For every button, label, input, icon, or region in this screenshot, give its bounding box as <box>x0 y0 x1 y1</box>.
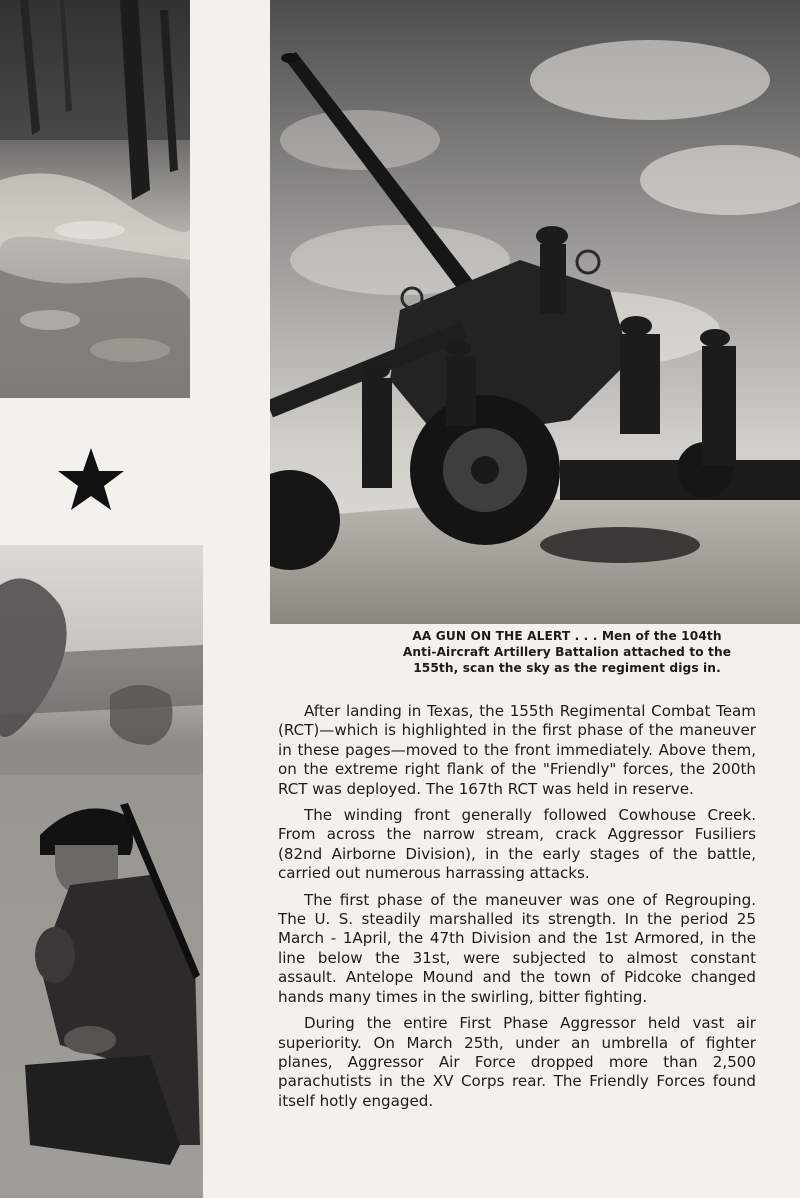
article-paragraph: The first phase of the maneuver was one of Regrouping. The U. S. steadily marshalled its strength. In the period 25 March - 1April, the 47th Division and the 1st Armored, in the line below the 31st, were subjected to almost constant assault. Antelope Mound and the town of Pidcoke changed hands many times in the swirling, bitter fighting. <box>278 890 756 1006</box>
soldier-photo <box>0 545 203 1198</box>
article-body <box>278 702 756 1118</box>
article-paragraph: After landing in Texas, the 155th Regimental Combat Team (RCT)—which is highlighted in the first phase of the maneuver in these pages—moved to the front immediately. Above them, on the extreme right flank of the "Friendly" forces, the 200th RCT was deployed. The 167th RCT was held in reserve. <box>278 702 756 798</box>
article-paragraph: The winding front generally followed Cowhouse Creek. From across the narrow stream, crack Aggressor Fusiliers (82nd Airborne Division), in the early stages of the battle, carried out numerous harrassing attacks. <box>278 806 756 883</box>
caption-line: AA GUN ON THE ALERT . . . Men of the 104th <box>412 629 722 643</box>
caption-line: Anti-Aircraft Artillery Battalion attached to the <box>402 645 732 659</box>
creek-photo <box>0 0 190 398</box>
article-paragraph: During the entire First Phase Aggressor held vast air superiority. On March 25th, under an umbrella of fighter planes, Aggressor Air Force dropped more than 2,500 parachutists in the XV Corps rear. The Friendly Forces found itself hotly engaged. <box>278 1014 756 1110</box>
star-icon <box>56 446 126 512</box>
caption-line: 155th, scan the sky as the regiment digs in. <box>413 661 721 675</box>
photo-caption <box>352 628 782 676</box>
aa-gun-photo <box>270 0 800 624</box>
